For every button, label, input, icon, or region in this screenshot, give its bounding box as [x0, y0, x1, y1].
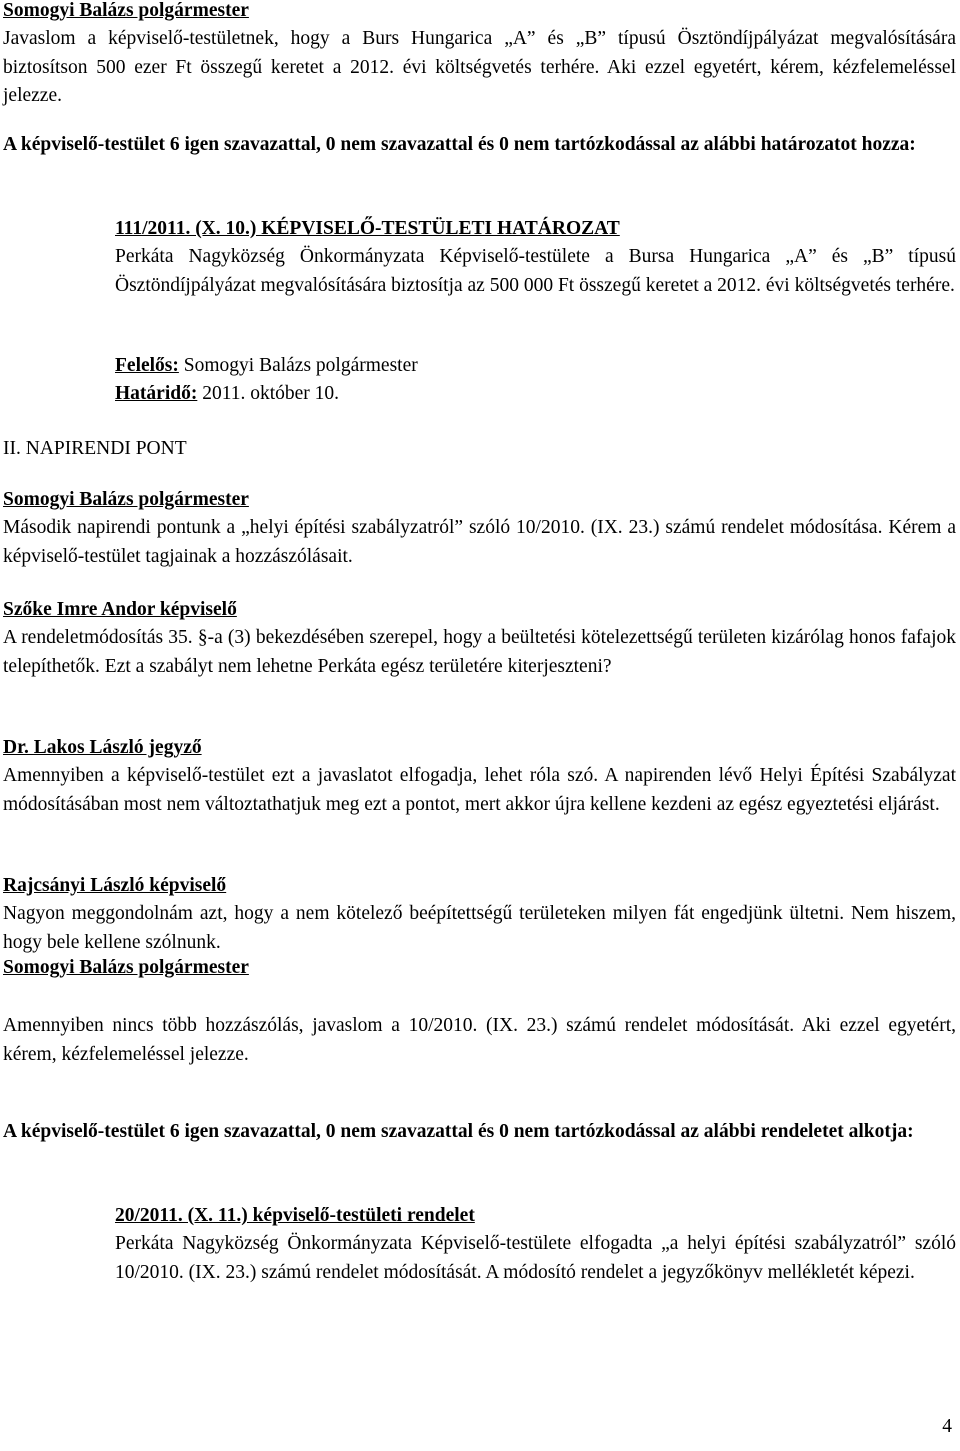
deadline-label: Határidő: — [115, 383, 198, 404]
decree-body: Perkáta Nagyközség Önkormányzata Képviselő-testülete elfogadta „a helyi építési szabályzatról” szóló 10/2010. (IX. 23.) számú rendelet módosítását. A módosító rendelet a jegyzőkönyv mellékletét képezi. — [115, 1233, 956, 1283]
speaker-heading: Somogyi Balázs polgármester — [3, 0, 249, 21]
speech-paragraph: Nagyon meggondolnám azt, hogy a nem kötelező beépítettségű területeken milyen fát engedjünk ültetni. Nem hiszem, hogy bele kellene szólnunk. — [3, 903, 956, 953]
deadline-line — [115, 380, 956, 409]
page-number: 4 — [942, 1416, 952, 1437]
speaker-heading: Rajcsányi László képviselő — [3, 875, 227, 896]
responsible-label: Felelős: — [115, 355, 179, 376]
speech-paragraph: Második napirendi pontunk a „helyi építési szabályzatról” szóló 10/2010. (IX. 23.) számú rendelet módosítása. Kérem a képviselő-testület tagjainak a hozzászólásait. — [3, 517, 956, 567]
speech-paragraph: Amennyiben a képviselő-testület ezt a javaslatot elfogadja, lehet róla szó. A napirenden lévő Helyi Építési Szabályzat módosításában most nem változtathatjuk meg ezt a pontot, mert akkor újra kellene kezdeni az egész egyeztetési eljárást. — [3, 765, 956, 815]
speech-paragraph: A rendeletmódosítás 35. §-a (3) bekezdésében szerepel, hogy a beültetési kötelezettségű területen kizárólag honos fafajok telepíthetők. Ezt a szabályt nem lehetne Perkáta egész területére kiterjeszteni? — [3, 627, 956, 677]
speaker-heading: Somogyi Balázs polgármester — [3, 489, 249, 510]
resolution-body: Perkáta Nagyközség Önkormányzata Képviselő-testülete a Bursa Hungarica „A” és „B” típusú Ösztöndíjpályázat megvalósítására biztosítja az 500 000 Ft összegű keretet a 2012. évi költségvetés terhére. — [115, 246, 956, 296]
vote-result: A képviselő-testület 6 igen szavazattal, 0 nem szavazattal és 0 nem tartózkodással az alábbi határozatot hozza: — [3, 134, 916, 155]
agenda-heading: II. NAPIRENDI PONT — [3, 438, 187, 459]
speaker-heading: Szőke Imre Andor képviselő — [3, 599, 237, 620]
deadline-value: 2011. október 10. — [197, 383, 340, 404]
decree-title: 20/2011. (X. 11.) képviselő-testületi rendelet — [115, 1205, 475, 1226]
responsible-line — [115, 352, 956, 381]
speech-paragraph: Amennyiben nincs több hozzászólás, javaslom a 10/2010. (IX. 23.) számú rendelet módosítását. Aki ezzel egyetért, kérem, kézfelemeléssel jelezze. — [3, 1015, 956, 1065]
vote-result: A képviselő-testület 6 igen szavazattal, 0 nem szavazattal és 0 nem tartózkodással az alábbi rendeletet alkotja: — [3, 1121, 914, 1142]
responsible-value: Somogyi Balázs polgármester — [178, 355, 418, 376]
speaker-heading: Somogyi Balázs polgármester — [3, 957, 249, 978]
proposal-paragraph: Javaslom a képviselő-testületnek, hogy a Burs Hungarica „A” és „B” típusú Ösztöndíjpályázat megvalósítására biztosítson 500 ezer Ft összegű keretet a 2012. évi költségvetés terhére. Aki ezzel egyetért, kérem, kézfelemeléssel jelezze. — [3, 28, 956, 106]
speaker-heading: Dr. Lakos László jegyző — [3, 737, 202, 758]
resolution-title: 111/2011. (X. 10.) KÉPVISELŐ-TESTÜLETI HATÁROZAT — [115, 218, 620, 239]
